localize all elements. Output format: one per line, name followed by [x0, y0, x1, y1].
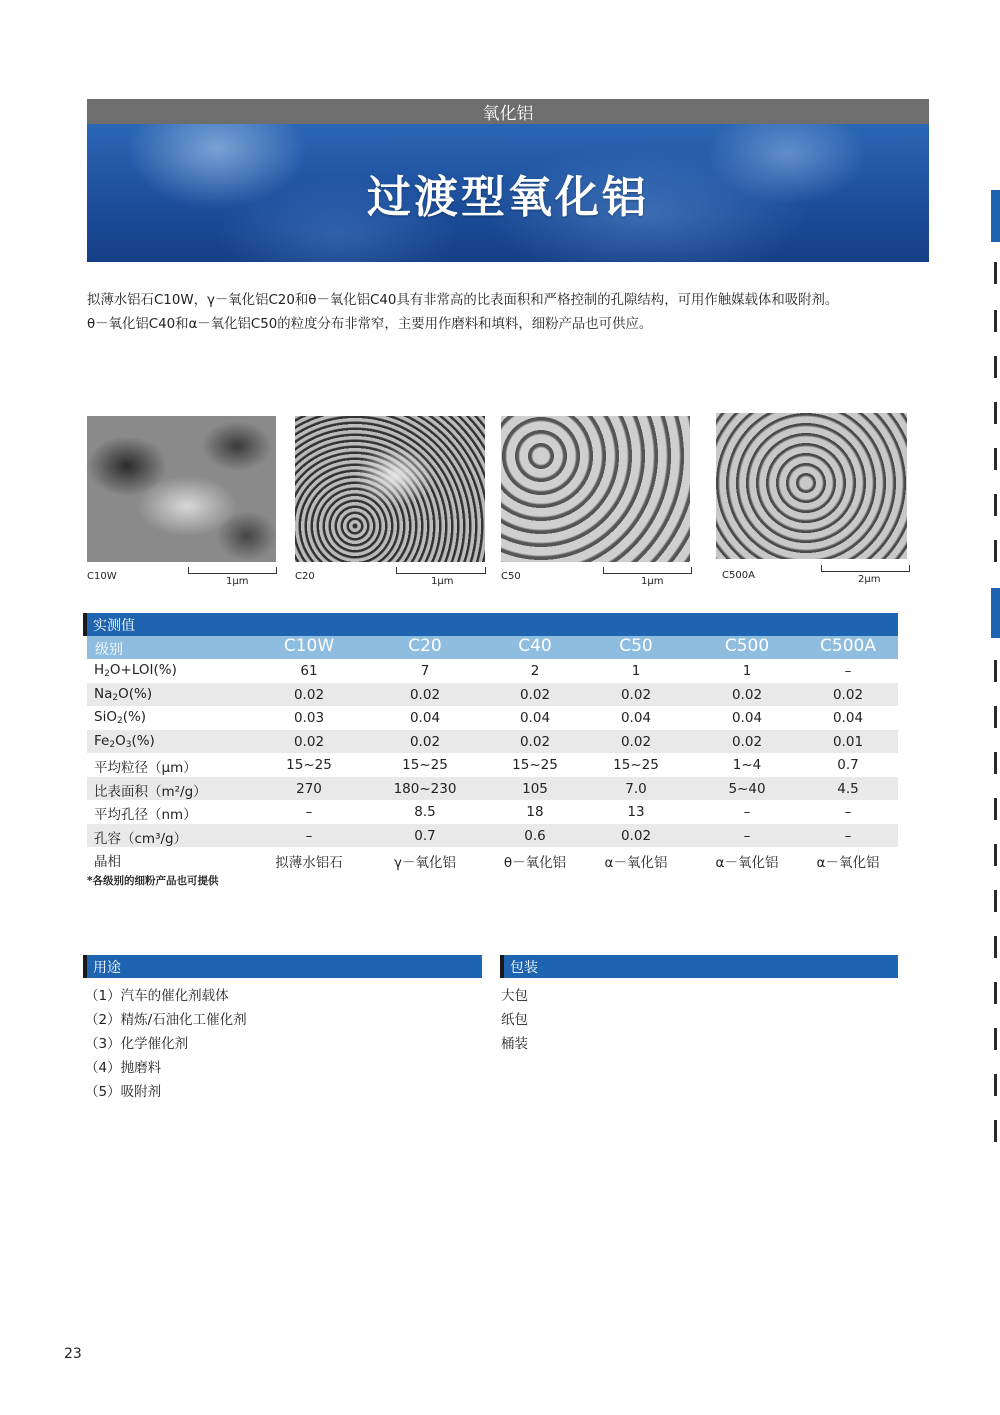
- micrograph-c50: [501, 416, 690, 562]
- list-item: 大包: [501, 988, 528, 1004]
- table-cell: 拟薄水铝石: [275, 855, 343, 871]
- table-cell: 0.6: [524, 828, 546, 844]
- table-cell: 1: [742, 663, 752, 679]
- table-row: [87, 753, 898, 776]
- table-cell: –: [844, 828, 852, 844]
- section-header-uses: [83, 955, 482, 978]
- micrograph-c500a: [716, 413, 907, 559]
- table-cell: 15~25: [286, 757, 332, 773]
- table-cell: 0.04: [519, 710, 551, 726]
- row-label: 平均孔径（nm）: [94, 807, 197, 823]
- section-title: 实测值: [93, 617, 135, 634]
- table-cell: 0.02: [293, 734, 325, 750]
- row-label: 比表面积（m²/g）: [94, 784, 207, 800]
- table-row: [87, 824, 898, 847]
- row-label: $Na_2O(\%)$: [94, 686, 153, 703]
- list-item: （5）吸附剂: [85, 1084, 162, 1100]
- table-cell: 0.02: [620, 828, 652, 844]
- micrograph-label: C50: [501, 571, 521, 582]
- table-row: [87, 800, 898, 823]
- row-label: 孔容（cm³/g）: [94, 831, 188, 847]
- edge-mark: [994, 936, 997, 958]
- table-cell: 0.02: [519, 687, 551, 703]
- micrograph-label: C10W: [87, 571, 117, 582]
- table-cell: 0.02: [409, 687, 441, 703]
- table-cell: 0.02: [731, 687, 763, 703]
- micrograph-label: C500A: [722, 570, 755, 581]
- table-cell: 0.02: [620, 734, 652, 750]
- table-cell: 15~25: [613, 757, 659, 773]
- table-cell: 0.02: [832, 687, 864, 703]
- edge-mark: [994, 402, 997, 424]
- table-cell: 8.5: [414, 804, 436, 820]
- scale-bar: [603, 567, 692, 574]
- edge-mark: [994, 706, 997, 728]
- table-cell: 0.04: [620, 710, 652, 726]
- edge-mark: [994, 890, 997, 912]
- micrograph-c20: [295, 416, 485, 562]
- grade-c500: C500: [724, 636, 770, 656]
- list-item: （3）化学催化剂: [85, 1036, 189, 1052]
- grade-label: 级别: [95, 642, 123, 658]
- edge-mark: [994, 310, 997, 332]
- table-cell: 0.02: [731, 734, 763, 750]
- table-cell: γ－氧化铝: [394, 855, 456, 871]
- table-cell: α－氧化铝: [816, 855, 880, 871]
- section-header-measured: [83, 613, 898, 636]
- scale-text: 2μm: [858, 574, 881, 585]
- table-cell: 4.5: [837, 781, 859, 797]
- table-cell: 1: [631, 663, 641, 679]
- micrograph-c10w: [87, 416, 276, 562]
- table-row: [87, 847, 898, 870]
- table-cell: –: [743, 828, 751, 844]
- page-number: 23: [64, 1346, 82, 1362]
- edge-mark: [994, 798, 997, 820]
- table-cell: 0.02: [293, 687, 325, 703]
- table-cell: 15~25: [402, 757, 448, 773]
- list-item: （4）抛磨料: [85, 1060, 162, 1076]
- table-cell: –: [844, 663, 852, 679]
- row-label: $H_2O+LOI(\%)$: [94, 662, 177, 679]
- table-cell: –: [305, 804, 313, 820]
- edge-tab-marker: [991, 190, 1000, 242]
- table-cell: α－氧化铝: [715, 855, 779, 871]
- uses-list: [85, 984, 247, 1104]
- section-title: 用途: [93, 959, 121, 976]
- table-cell: 15~25: [512, 757, 558, 773]
- table-row: [87, 659, 898, 682]
- row-label: $Fe_2O_3(\%)$: [94, 733, 155, 750]
- edge-mark: [994, 982, 997, 1004]
- edge-mark: [994, 1120, 997, 1142]
- table-cell: 180~230: [393, 781, 457, 797]
- edge-mark: [994, 356, 997, 378]
- table-cell: –: [844, 804, 852, 820]
- packaging-list: [501, 984, 528, 1056]
- edge-tab-marker: [991, 588, 1000, 638]
- row-label: 晶相: [94, 854, 121, 870]
- category-label: 氧化铝: [482, 104, 534, 124]
- table-cell: 5~40: [728, 781, 766, 797]
- list-item: （1）汽车的催化剂载体: [85, 988, 229, 1004]
- intro-line-1: 拟薄水铝石C10W，γ－氧化铝C20和θ－氧化铝C40具有非常高的比表面积和严格控制的孔隙结构，可用作触媒载体和吸附剂。: [87, 293, 839, 308]
- table-cell: 0.02: [519, 734, 551, 750]
- edge-mark: [994, 262, 997, 284]
- row-label: 平均粒径（μm）: [94, 760, 197, 776]
- table-cell: α－氧化铝: [604, 855, 668, 871]
- scale-text: 1μm: [431, 576, 454, 587]
- grade-c40: C40: [518, 636, 552, 656]
- table-cell: 7: [420, 663, 430, 679]
- scale-bar: [396, 567, 486, 574]
- edge-mark: [994, 1028, 997, 1050]
- edge-mark: [994, 1074, 997, 1096]
- edge-mark: [994, 844, 997, 866]
- table-cell: –: [743, 804, 751, 820]
- table-cell: 270: [296, 781, 322, 797]
- title-banner: [87, 124, 929, 262]
- scale-text: 1μm: [641, 576, 664, 587]
- table-cell: θ－氧化铝: [503, 855, 567, 871]
- scale-bar: [188, 567, 277, 574]
- micrograph-label: C20: [295, 571, 315, 582]
- table-cell: 0.02: [409, 734, 441, 750]
- row-label: SiO$_2$(%): [94, 709, 147, 726]
- table-row: [87, 706, 898, 729]
- list-item: 纸包: [501, 1012, 528, 1028]
- table-cell: 13: [627, 804, 645, 820]
- table-cell: 0.04: [832, 710, 864, 726]
- intro-paragraph: [87, 289, 937, 337]
- page-title: 过渡型氧化铝: [367, 172, 649, 223]
- table-row: [87, 683, 898, 706]
- table-cell: 0.7: [414, 828, 436, 844]
- table-cell: 0.01: [832, 734, 864, 750]
- category-bar: [87, 99, 929, 124]
- table-cell: 105: [522, 781, 548, 797]
- table-row: [87, 777, 898, 800]
- table-row: [87, 730, 898, 753]
- grade-c500a: C500A: [820, 636, 876, 656]
- scale-text: 1μm: [226, 576, 249, 587]
- list-item: （2）精炼/石油化工催化剂: [85, 1012, 247, 1028]
- intro-line-2: θ－氧化铝C40和α－氧化铝C50的粒度分布非常窄，主要用作磨料和填料，细粉产品也可供应。: [87, 317, 653, 332]
- table-header-row: [87, 636, 898, 659]
- list-item: 桶装: [501, 1036, 528, 1052]
- table-cell: 61: [300, 663, 318, 679]
- section-title: 包装: [510, 959, 538, 976]
- table-footnote: *各级别的细粉产品也可提供: [87, 875, 219, 887]
- scale-bar: [821, 565, 910, 572]
- table-cell: 7.0: [625, 781, 647, 797]
- edge-mark: [994, 752, 997, 774]
- edge-mark: [994, 494, 997, 516]
- grade-c50: C50: [619, 636, 653, 656]
- table-cell: 0.02: [620, 687, 652, 703]
- table-cell: 18: [526, 804, 544, 820]
- grade-c20: C20: [408, 636, 442, 656]
- table-cell: 0.7: [837, 757, 859, 773]
- grade-c10w: C10W: [283, 636, 335, 656]
- edge-mark: [994, 448, 997, 470]
- table-cell: 0.04: [409, 710, 441, 726]
- edge-mark: [994, 540, 997, 562]
- table-cell: 0.04: [731, 710, 763, 726]
- table-cell: 2: [530, 663, 540, 679]
- table-cell: –: [305, 828, 313, 844]
- section-header-packaging: [500, 955, 898, 978]
- table-cell: 0.03: [293, 710, 325, 726]
- edge-mark: [994, 660, 997, 682]
- table-cell: 1~4: [732, 757, 762, 773]
